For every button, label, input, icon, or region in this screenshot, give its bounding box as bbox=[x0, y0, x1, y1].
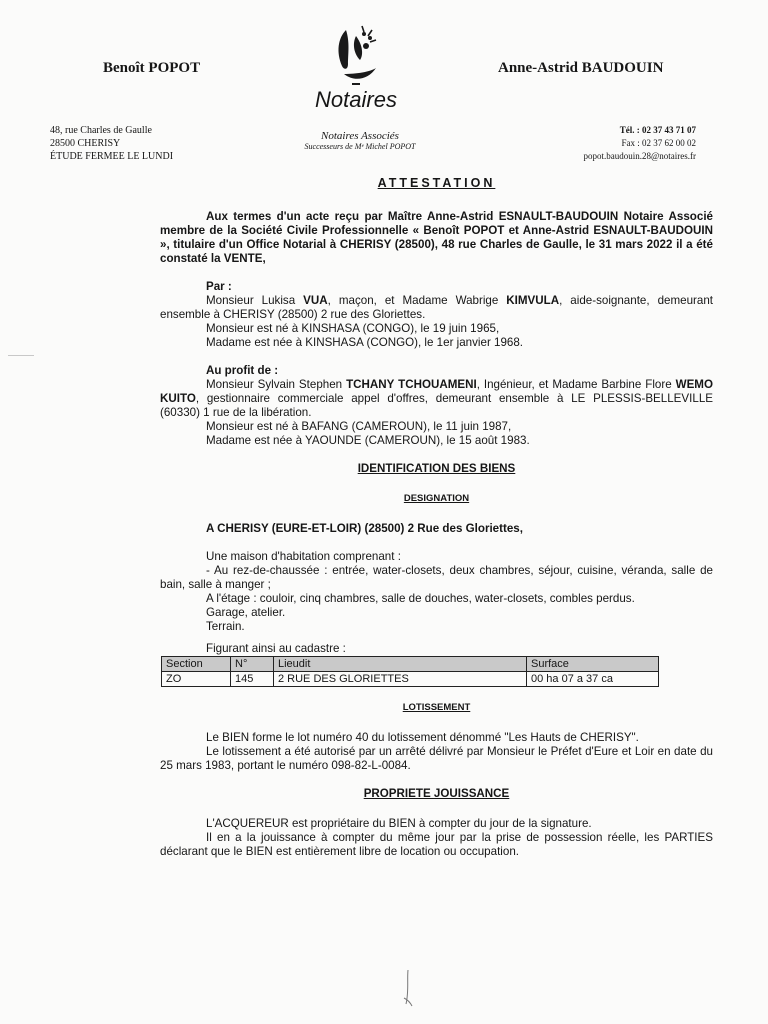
buyers-paragraph bbox=[160, 378, 713, 420]
document-title: ATTESTATION bbox=[377, 176, 496, 190]
ownership-line: L'ACQUEREUR est propriétaire du BIEN à compter du jour de la signature. bbox=[206, 817, 592, 830]
buyer-2-birth: Madame est née à YAOUNDE (CAMEROUN), le 15 août 1983. bbox=[206, 434, 530, 447]
fax-number: Fax : 02 37 62 00 02 bbox=[621, 138, 696, 148]
right-notary-name: Anne-Astrid BAUDOUIN bbox=[498, 60, 664, 76]
lotissement-heading: LOTISSEMENT bbox=[402, 702, 471, 713]
seller-2-surname: KIMVULA bbox=[506, 294, 560, 307]
signature-mark-icon bbox=[396, 968, 420, 1008]
land-line: Terrain. bbox=[206, 620, 245, 633]
table-header-row bbox=[162, 657, 659, 672]
sellers-text-1: Monsieur Lukisa bbox=[206, 294, 304, 307]
cell-lieudit: 2 RUE DES GLORIETTES bbox=[274, 672, 527, 687]
margin-mark bbox=[8, 355, 34, 356]
ground-floor-rooms: - Au rez-de-chaussée : entrée, water-closets, deux chambres, séjour, cuisine, véranda, salle de bain, salle à manger ; bbox=[160, 564, 713, 591]
identification-heading: IDENTIFICATION DES BIENS bbox=[357, 462, 516, 475]
office-closing-note: ÉTUDE FERMEE LE LUNDI bbox=[50, 151, 174, 162]
lotissement-lot: Le BIEN forme le lot numéro 40 du lotissement dénommé "Les Hauts de CHERISY". bbox=[206, 731, 639, 744]
propriete-heading: PROPRIETE JOUISSANCE bbox=[363, 787, 510, 800]
left-address bbox=[50, 124, 173, 163]
table-row bbox=[162, 672, 659, 687]
buyer-1-birth: Monsieur est né à BAFANG (CAMEROUN), le 11 juin 1987, bbox=[206, 420, 512, 433]
phone-number: Tél. : 02 37 43 71 07 bbox=[619, 125, 696, 135]
email-address: popot.baudouin.28@notaires.fr bbox=[583, 151, 696, 161]
partners-block bbox=[260, 130, 460, 151]
buyer-1-surname: TCHANY TCHOUAMENI bbox=[346, 378, 477, 391]
buyer-2-surname: WEMO KUITO bbox=[160, 378, 713, 405]
col-surface: Surface bbox=[527, 657, 659, 672]
garage-line: Garage, atelier. bbox=[206, 606, 286, 619]
logo-text: Notaires bbox=[315, 87, 397, 112]
cell-number: 145 bbox=[231, 672, 274, 687]
seller-1-birth: Monsieur est né à KINSHASA (CONGO), le 19 juin 1965, bbox=[206, 322, 500, 335]
col-lieudit: Lieudit bbox=[274, 657, 527, 672]
sellers-text-2: , maçon, et Madame Wabrige bbox=[327, 294, 507, 307]
col-number: N° bbox=[231, 657, 274, 672]
intro-paragraph: Aux termes d'un acte reçu par Maître Anne-Astrid ESNAULT-BAUDOUIN Notaire Associé membre de la Société Civile Professionnelle « Benoît POPOT et Anne-Astrid ESNAULT-BAUDOUIN », titulaire d'un Office Notarial à CHERISY (28500), 48 rue Charles de Gaulle, le 31 mars 2022 il a été constaté la VENTE, bbox=[160, 210, 713, 265]
lotissement-authorization: Le lotissement a été autorisé par un arrêté délivré par Monsieur le Préfet d'Eure et Loir en date du 25 mars 1983, portant le numéro 098-82-L-0084. bbox=[160, 745, 713, 772]
seller-1-surname: VUA bbox=[303, 294, 328, 307]
successors-note: Successeurs de Mᵉ Michel POPOT bbox=[304, 142, 416, 151]
buyers-text-1: Monsieur Sylvain Stephen bbox=[206, 378, 347, 391]
possession-line: Il en a la jouissance à compter du même jour par la prise de possession réelle, les PARTIES déclarant que le BIEN est entièrement libre de location ou occupation. bbox=[160, 831, 713, 858]
cell-section: ZO bbox=[162, 672, 231, 687]
seller-2-birth: Madame est née à KINSHASA (CONGO), le 1er janvier 1968. bbox=[206, 336, 524, 349]
upper-floor-rooms: A l'étage : couloir, cinq chambres, salle de douches, water-closets, combles perdus. bbox=[206, 592, 635, 605]
address-street: 48, rue Charles de Gaulle bbox=[50, 125, 152, 136]
notaires-emblem-icon bbox=[326, 24, 386, 86]
buyers-heading: Au profit de : bbox=[206, 364, 279, 377]
attestation-body bbox=[160, 176, 713, 859]
notaires-logo bbox=[300, 24, 412, 113]
col-section: Section bbox=[162, 657, 231, 672]
sellers-text-3: , aide-soignante, demeurant ensemble à CHERISY (28500) 2 rue des Gloriettes. bbox=[160, 294, 713, 321]
cadastre-intro: Figurant ainsi au cadastre : bbox=[206, 642, 346, 655]
designation-heading: DESIGNATION bbox=[403, 493, 470, 504]
cadastre-table bbox=[161, 656, 659, 687]
left-notary-name: Benoît POPOT bbox=[103, 60, 201, 76]
cell-surface: 00 ha 07 a 37 ca bbox=[527, 672, 659, 687]
buyers-text-2: , Ingénieur, et Madame Barbine Flore bbox=[476, 378, 676, 391]
house-description: Une maison d'habitation comprenant : bbox=[206, 550, 401, 563]
buyers-text-3: , gestionnaire commerciale appel d'offres, demeurant ensemble à LE PLESSIS-BELLEVILLE (60330) 1 rue de la libération. bbox=[160, 392, 713, 419]
sellers-paragraph bbox=[160, 294, 713, 322]
property-address: A CHERISY (EURE-ET-LOIR) (28500) 2 Rue des Gloriettes, bbox=[206, 522, 523, 535]
contact-block bbox=[540, 124, 696, 163]
sellers-heading: Par : bbox=[206, 280, 232, 293]
address-city: 28500 CHERISY bbox=[50, 138, 121, 149]
partners-title: Notaires Associés bbox=[321, 130, 399, 142]
